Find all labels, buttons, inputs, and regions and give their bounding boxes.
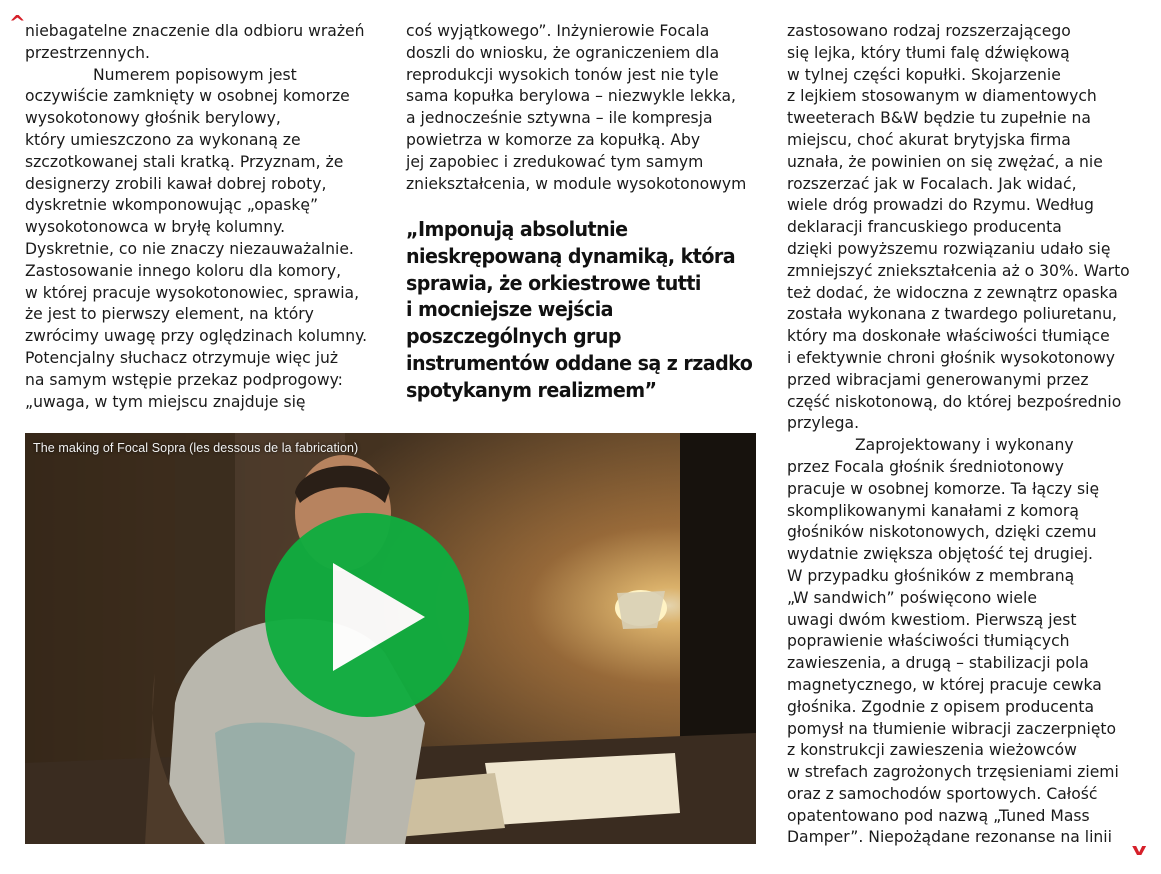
text-line: wiele dróg prowadzi do Rzymu. Według xyxy=(787,196,1094,215)
text-line: z lejkiem stosowanym w diamentowych xyxy=(787,87,1097,106)
text-line: zniekształcenia, w module wysokotonowym xyxy=(406,174,747,193)
text-line: zawieszenia, a drugą – stabilizacji pola xyxy=(787,654,1089,673)
text-line: uwagi dwóm kwestiom. Pierwszą jest xyxy=(787,610,1077,629)
quote-line: poszczególnych grup xyxy=(406,324,621,349)
text-line: szczotkowanej stali kratką. Przyznam, że xyxy=(25,152,344,171)
video-title: The making of Focal Sopra (les dessous de la fabrication) xyxy=(33,441,359,455)
text-line: w tylnej części kopułki. Skojarzenie xyxy=(787,65,1061,84)
text-line: na samym wstępie przekaz podprogowy: xyxy=(25,370,343,389)
quote-line: nieskrępowaną dynamiką, która xyxy=(406,243,736,268)
text-line: niebagatelne znaczenie dla odbioru wrażeń xyxy=(25,22,365,40)
text-line: wydatnie zwiększa objętość tej drugiej. xyxy=(787,545,1094,564)
text-line: że jest to pierwszy element, na który xyxy=(25,305,314,324)
text-line: który ma doskonałe właściwości tłumiące xyxy=(787,327,1110,346)
text-line: w strefach zagrożonych trzęsieniami ziemi xyxy=(787,763,1119,782)
text-line: powietrza w komorze za kopułką. Aby xyxy=(406,130,701,149)
article-column-1 xyxy=(25,21,380,413)
text-line: rozszerzać jak w Focalach. Jak widać, xyxy=(787,174,1077,193)
text-line: W przypadku głośników z membraną xyxy=(787,566,1075,585)
text-line: designerzy zrobili kawał dobrej roboty, xyxy=(25,174,327,193)
quote-line: spotykanym realizmem” xyxy=(406,377,657,402)
paragraph xyxy=(25,21,380,65)
text-line: zastosowano rodzaj rozszerzającego xyxy=(787,22,1071,40)
text-line: pomysł na tłumienie wibracji zaczerpnięto xyxy=(787,719,1117,738)
text-line: przylega. xyxy=(787,414,860,433)
text-line: coś wyjątkowego”. Inżynierowie Focala xyxy=(406,22,710,40)
article-column-3 xyxy=(787,21,1142,849)
text-line: Potencjalny słuchacz otrzymuje więc już xyxy=(25,348,339,367)
text-line: przestrzennych. xyxy=(25,43,150,62)
text-line: miejscu, choć akurat brytyjska firma xyxy=(787,130,1071,149)
text-line: część niskotonową, do której bezpośrednio xyxy=(787,392,1122,411)
text-line: „W sandwich” poświęcono wiele xyxy=(787,588,1037,607)
text-line: Numerem popisowym jest xyxy=(93,65,297,84)
text-line: deklaracji francuskiego producenta xyxy=(787,218,1062,237)
text-line: jej zapobiec i zredukować tym samym xyxy=(406,152,704,171)
text-line: i efektywnie chroni głośnik wysokotonowy xyxy=(787,348,1116,367)
paragraph xyxy=(406,21,761,195)
previous-page-icon[interactable]: ^ xyxy=(9,11,26,35)
text-line: a jednocześnie sztywna – ile kompresja xyxy=(406,109,713,128)
text-line: poprawienie właściwości tłumiących xyxy=(787,632,1070,651)
text-line: wysokotonowca w bryłę kolumny. xyxy=(25,218,286,237)
text-line: reprodukcji wysokich tonów jest nie tyle xyxy=(406,65,719,84)
text-line: który umieszczono za wykonaną ze xyxy=(25,130,301,149)
text-line: głośników niskotonowych, dzięki czemu xyxy=(787,523,1097,542)
text-line: Zaprojektowany i wykonany xyxy=(855,436,1074,455)
text-line: oczywiście zamknięty w osobnej komorze xyxy=(25,87,350,106)
text-line: głośnika. Zgodnie z opisem producenta xyxy=(787,697,1095,716)
text-line: doszli do wniosku, że ograniczeniem dla xyxy=(406,43,720,62)
quote-line: sprawia, że orkiestrowe tutti xyxy=(406,270,701,295)
text-line: sama kopułka berylowa – niezwykle lekka, xyxy=(406,87,737,106)
text-line: Zastosowanie innego koloru dla komory, xyxy=(25,261,342,280)
quote-line: instrumentów oddane są z rzadko xyxy=(406,350,753,375)
text-line: w której pracuje wysokotonowiec, sprawia, xyxy=(25,283,360,302)
text-line: przez Focala głośnik średniotonowy xyxy=(787,457,1064,476)
text-line: dzięki powyższemu rozwiązaniu udało się xyxy=(787,239,1111,258)
text-line: dyskretnie wkomponowując „opaskę” xyxy=(25,196,319,215)
text-line: tweeterach B&W będzie tu zupełnie na xyxy=(787,109,1091,128)
text-line: wysokotonowy głośnik berylowy, xyxy=(25,109,281,128)
text-line: z konstrukcji zawieszenia wieżowców xyxy=(787,741,1077,760)
article-column-2 xyxy=(406,21,761,195)
text-line: „uwaga, w tym miejscu znajduje się xyxy=(25,392,306,411)
text-line: uznała, że powinien on się zwężać, a nie xyxy=(787,152,1103,171)
quote-line: „Imponują absolutnie xyxy=(406,217,628,241)
video-player[interactable] xyxy=(25,433,756,844)
text-line: Dyskretnie, co nie znaczy niezauważalnie. xyxy=(25,239,354,258)
text-line: zmniejszyć zniekształcenia aż o 30%. Warto xyxy=(787,261,1130,280)
text-line: oraz z samochodów sportowych. Całość xyxy=(787,784,1098,803)
pull-quote xyxy=(406,216,753,404)
play-icon xyxy=(333,563,425,671)
next-page-icon[interactable]: v xyxy=(1131,840,1147,859)
text-line: Damper”. Niepożądane rezonanse na linii xyxy=(787,828,1112,847)
paragraph xyxy=(787,21,1142,435)
text-line: została wykonana z twardego poliuretanu, xyxy=(787,305,1117,324)
text-line: przed wibracjami generowanymi przez xyxy=(787,370,1089,389)
text-line: pracuje w osobnej komorze. Ta łączy się xyxy=(787,479,1100,498)
text-line: zwrócimy uwagę przy oględzinach kolumny. xyxy=(25,327,368,346)
text-line: magnetycznego, w której pracuje cewka xyxy=(787,675,1102,694)
paragraph xyxy=(787,435,1142,849)
paragraph xyxy=(25,65,380,414)
text-line: opatentowano pod nazwą „Tuned Mass xyxy=(787,806,1090,825)
quote-line: i mocniejsze wejścia xyxy=(406,297,613,322)
text-line: też dodać, że widoczna z zewnątrz opaska xyxy=(787,283,1118,302)
play-button[interactable] xyxy=(265,513,469,717)
text-line: się lejka, który tłumi falę dźwiękową xyxy=(787,43,1070,62)
text-line: skomplikowanymi kanałami z komorą xyxy=(787,501,1079,520)
